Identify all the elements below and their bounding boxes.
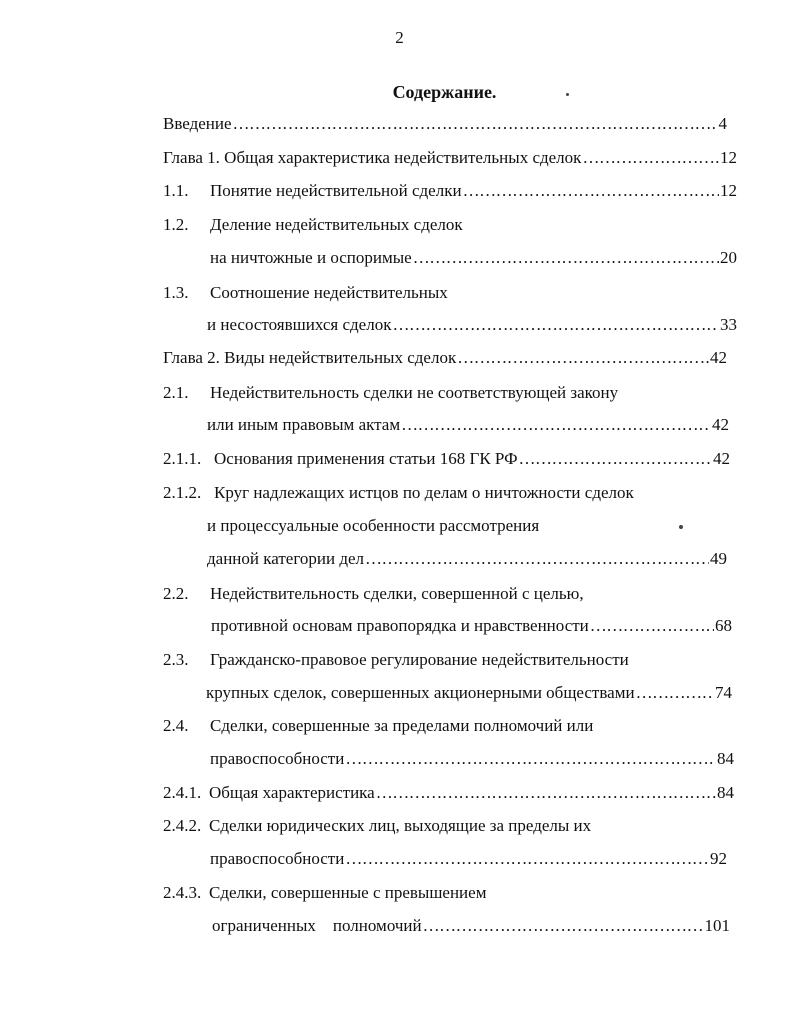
toc-leader-dots [590, 615, 714, 637]
toc-entry [163, 882, 737, 904]
toc-entry [163, 649, 737, 671]
toc-entry-text: Понятие недействительной сделки [210, 181, 462, 200]
toc-entry-text: Сделки юридических лиц, выходящие за пределы их [209, 816, 592, 835]
toc-entry-text: Общая характеристика [209, 783, 375, 802]
toc-leader-dots [233, 113, 718, 135]
toc-entry-page: 49 [710, 549, 727, 568]
toc-entry-text: или иным правовым актам [207, 415, 401, 434]
toc-entry-text: правоспособности [210, 849, 345, 868]
toc-entry [163, 180, 737, 202]
toc-entry [163, 715, 737, 737]
toc-entry-page: 20 [720, 248, 737, 267]
toc-leader-dots [376, 782, 716, 804]
toc-entry-text: Соотношение недействительных [210, 283, 448, 302]
toc-entry-number: 2.3. [163, 650, 189, 669]
page-number: 2 [395, 28, 404, 47]
toc-entry-number: 1.3. [163, 283, 189, 302]
toc-leader-dots [519, 448, 712, 470]
toc-leader-dots [463, 180, 719, 202]
toc-entry-continuation [206, 682, 732, 704]
toc-leader-dots [345, 848, 709, 870]
toc-entry-text: Деление недействительных сделок [210, 215, 463, 234]
toc-entry-text: Глава 1. Общая характеристика недействительных сделок [163, 148, 582, 167]
toc-leader-dots [392, 314, 719, 336]
toc-entry [163, 282, 737, 304]
toc-entry-number: 2.1. [163, 383, 189, 402]
toc-entry-text: Сделки, совершенные с превышением [209, 883, 487, 902]
toc-entry-number: 1.2. [163, 215, 189, 234]
toc-entry-text: противной основам правопорядка и нравственности [211, 616, 589, 635]
toc-entry [163, 482, 737, 504]
toc-entry-continuation [210, 748, 734, 770]
toc-entry-page: 33 [720, 315, 737, 334]
toc-title-text: Содержание. [392, 82, 497, 102]
toc-entry-continuation [211, 615, 732, 637]
toc-entry-number: 1.1. [163, 181, 189, 200]
toc-entry-page: 4 [718, 114, 727, 133]
toc-entry-page: 101 [704, 916, 730, 935]
toc-entry [163, 782, 734, 804]
toc-entry [163, 448, 730, 470]
toc-entry-text: на ничтожные и оспоримые [210, 248, 412, 267]
toc-entry [163, 815, 737, 837]
toc-entry [163, 147, 737, 169]
toc-leader-dots [457, 347, 709, 369]
toc-entry-continuation [210, 247, 737, 269]
toc-entry-text: Круг надлежащих истцов по делам о ничтожности сделок [214, 483, 634, 502]
toc-entry-number: 2.4.2. [163, 816, 202, 835]
toc-entry-text: Недействительность сделки, совершенной с целью, [210, 584, 584, 603]
scan-speck [679, 525, 683, 529]
toc-entry-text: данной категории дел [207, 549, 364, 568]
toc-entry-continuation [210, 848, 727, 870]
toc-entry-text: и процессуальные особенности рассмотрения [207, 516, 540, 535]
toc-entry [163, 214, 737, 236]
toc-entry-text: Глава 2. Виды недействительных сделок [163, 348, 457, 367]
toc-entry-continuation [207, 414, 729, 436]
toc-entry-page: 42 [712, 415, 729, 434]
toc-entry [163, 113, 727, 135]
toc-leader-dots [413, 247, 719, 269]
toc-entry-page: 84 [717, 783, 734, 802]
toc-entry-text: Сделки, совершенные за пределами полномочий или [210, 716, 594, 735]
toc-entry-text: Введение [163, 114, 232, 133]
toc-entry-number: 2.1.1. [163, 449, 202, 468]
toc-entry-continuation [207, 515, 737, 537]
toc-entry-number: 2.1.2. [163, 483, 202, 502]
toc-entry [163, 382, 737, 404]
toc-leader-dots [423, 915, 704, 937]
toc-entry-continuation [212, 915, 730, 937]
toc-entry [163, 347, 727, 369]
toc-entry-text: ограниченных полномочий [212, 916, 422, 935]
toc-entry-page: 42 [713, 449, 730, 468]
toc-leader-dots [636, 682, 714, 704]
toc-entry-number: 2.4. [163, 716, 189, 735]
toc-entry-page: 84 [717, 749, 734, 768]
toc-leader-dots [401, 414, 711, 436]
toc-entry-text: Гражданско-правовое регулирование недействительности [210, 650, 629, 669]
toc-entry-text: и несостоявшихся сделок [207, 315, 392, 334]
toc-entry-page: 12 [720, 181, 737, 200]
toc-entry-page: 74 [715, 683, 732, 702]
toc-entry-text: правоспособности [210, 749, 345, 768]
scan-speck [566, 93, 569, 96]
toc-entry-text: Недействительность сделки не соответствующей закону [210, 383, 619, 402]
toc-entry-number: 2.4.1. [163, 783, 202, 802]
toc-entry-page: 12 [720, 148, 737, 167]
toc-entry [163, 583, 737, 605]
toc-leader-dots [345, 748, 716, 770]
toc-entry-continuation [207, 548, 727, 570]
toc-entry-page: 92 [710, 849, 727, 868]
toc-entry-continuation [207, 314, 737, 336]
toc-entry-page: 42 [710, 348, 727, 367]
toc-entry-number: 2.4.3. [163, 883, 202, 902]
toc-entry-page: 68 [715, 616, 732, 635]
toc-leader-dots [365, 548, 709, 570]
toc-leader-dots [582, 147, 719, 169]
toc-entry-number: 2.2. [163, 584, 189, 603]
toc-entry-text: Основания применения статьи 168 ГК РФ [214, 449, 518, 468]
toc-entry-text: крупных сделок, совершенных акционерными обществами [206, 683, 635, 702]
